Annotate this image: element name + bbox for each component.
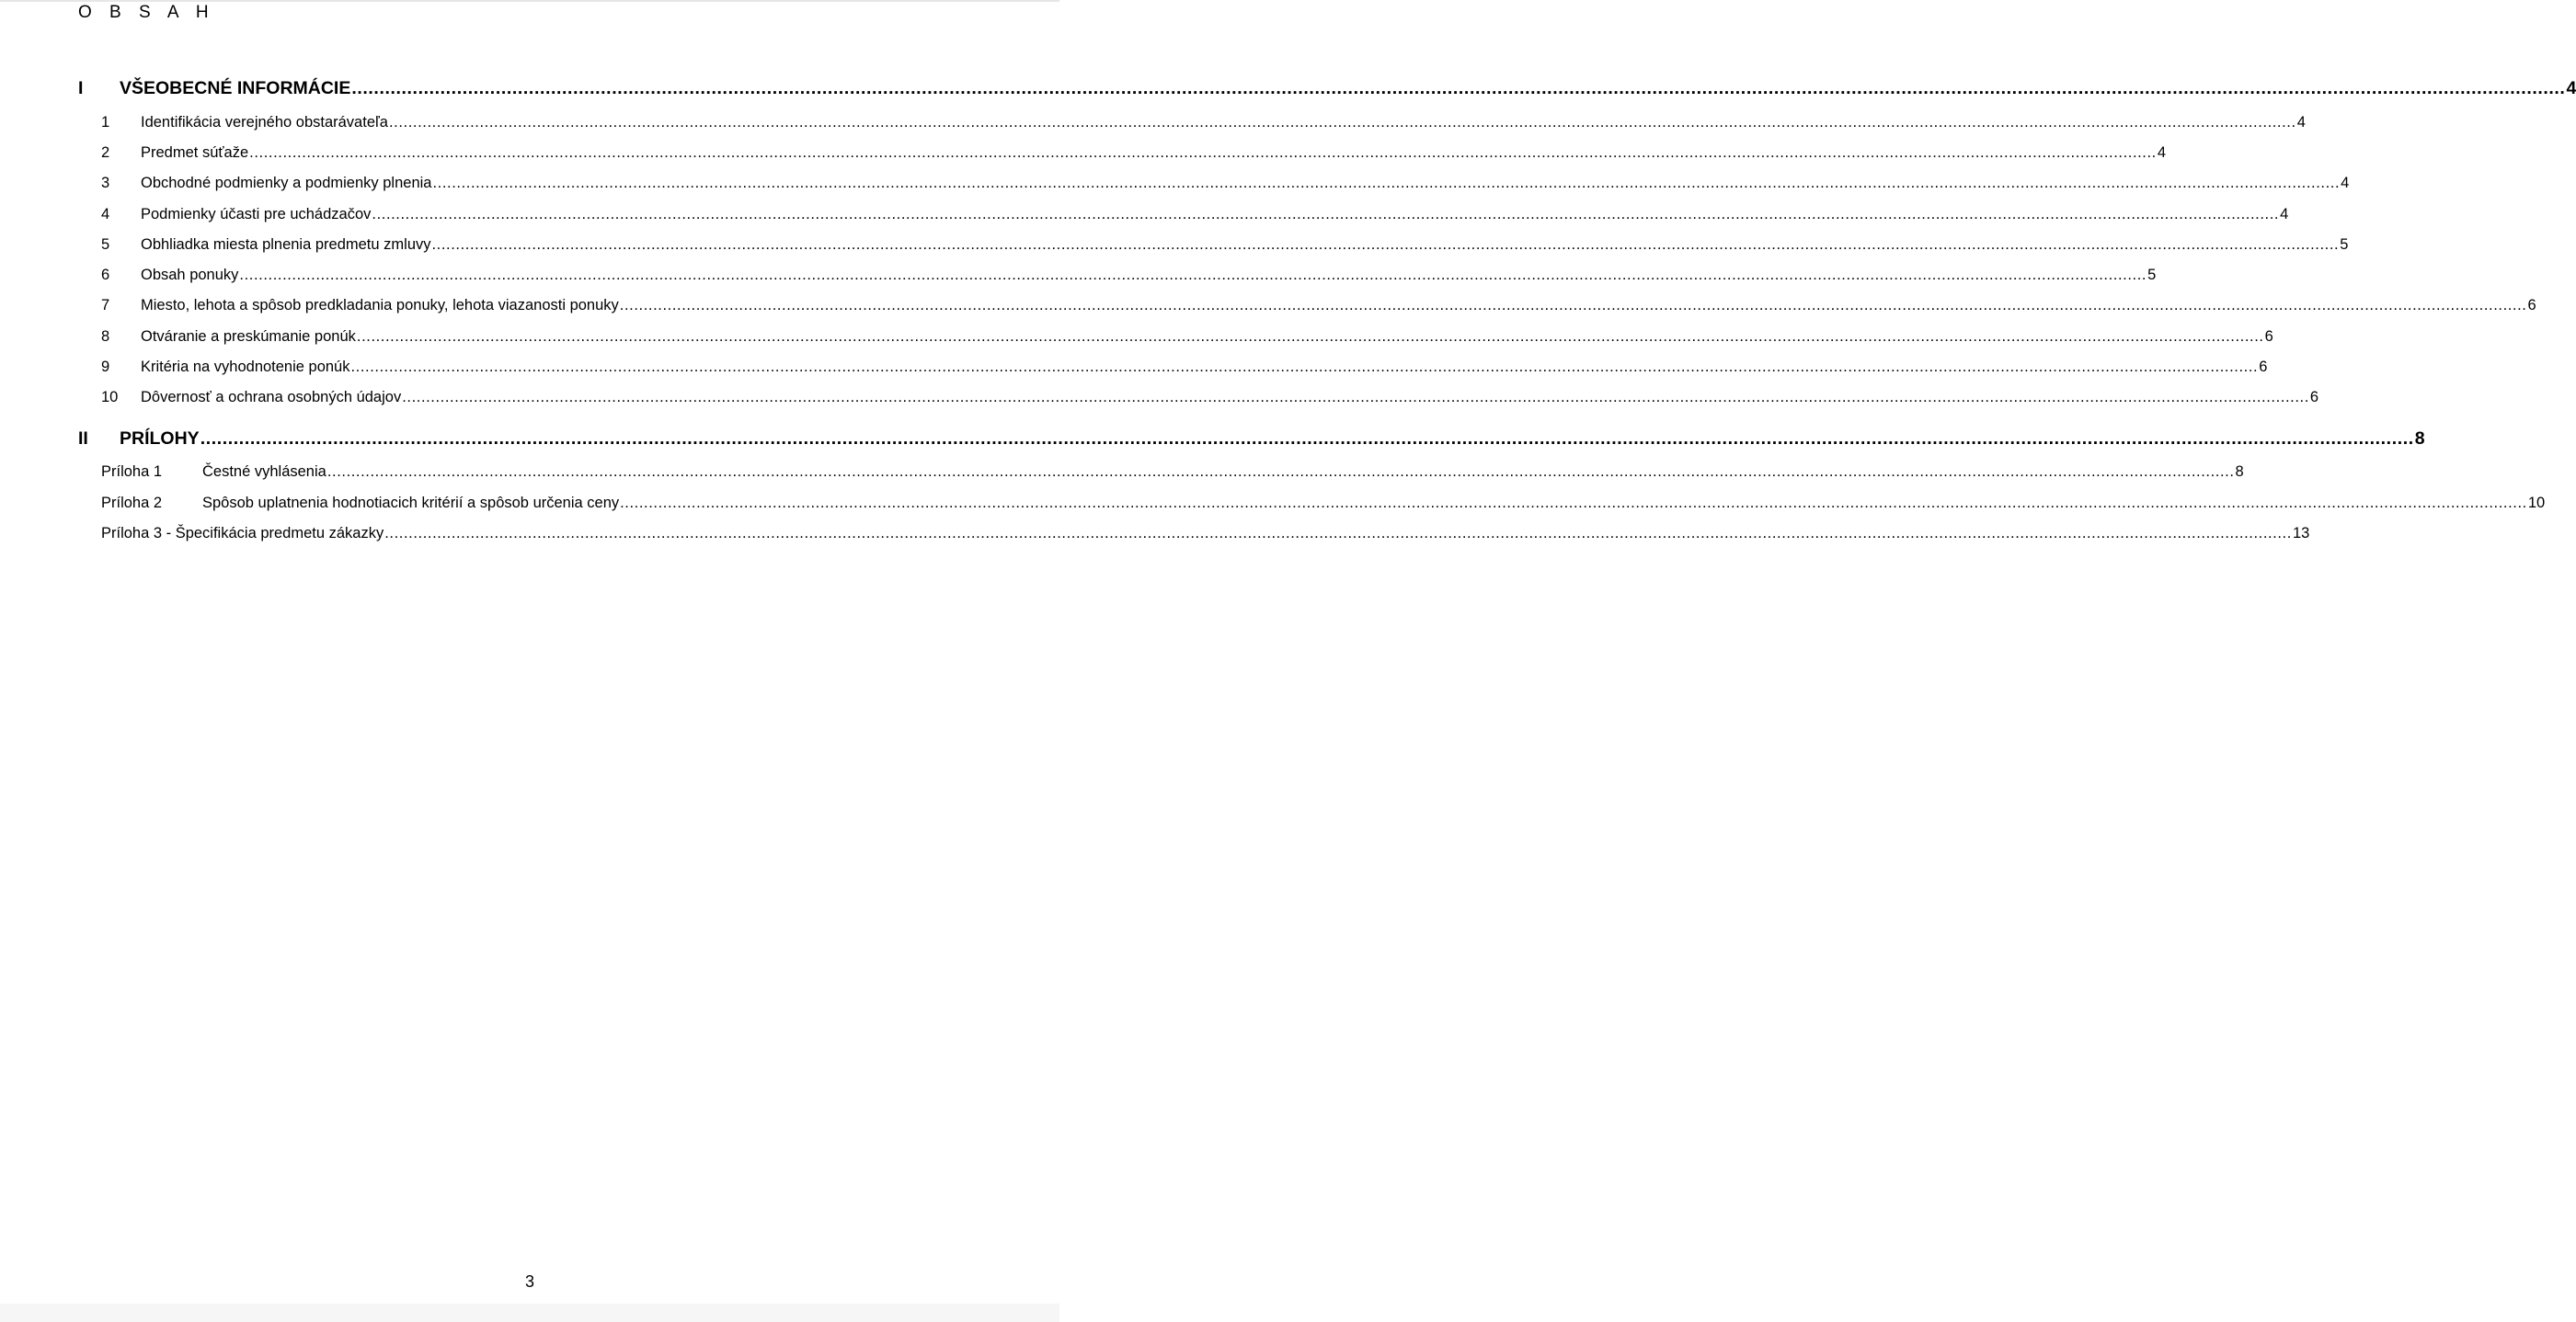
toc-page-number: 5 — [2340, 236, 2349, 253]
toc-item-number: 1 — [101, 114, 110, 131]
toc-leader-dots: ................................................................................................................................................................................................................................................................................................................................................................................................................ — [356, 328, 2264, 345]
toc-item-5[interactable] — [0, 233, 2349, 256]
toc-item-number: 3 — [101, 175, 110, 191]
toc-page-number: 4 — [2296, 114, 2306, 131]
toc-page-number: 4 — [2157, 144, 2167, 161]
toc-section-number: II — [78, 428, 88, 449]
toc-item-title: Identifikácia verejného obstarávateľa — [141, 114, 388, 131]
toc-item-6[interactable] — [0, 263, 2157, 287]
toc-annex-number: Príloha 2 — [101, 495, 163, 511]
page-bottom-edge — [0, 1304, 1059, 1322]
toc-item-number: 2 — [101, 144, 110, 161]
toc-annex-1[interactable] — [0, 460, 2244, 484]
toc-item-title: Otváranie a preskúmanie ponúk — [141, 328, 356, 345]
toc-item-number: 7 — [101, 297, 110, 313]
toc-page-number: 4 — [2280, 206, 2289, 222]
toc-annex-title: Spôsob uplatnenia hodnotiacich kritérií a spôsob určenia ceny — [202, 495, 620, 511]
toc-page-number: 6 — [2259, 359, 2268, 375]
toc-section-2[interactable] — [0, 428, 2425, 452]
toc-section-1[interactable] — [0, 78, 2576, 102]
toc-leader-dots: ................................................................................................................................................................................................................................................................................................................................................................................................................ — [431, 236, 2340, 253]
toc-item-title: Dôvernosť a ochrana osobných údajov — [141, 389, 402, 405]
toc-item-number: 5 — [101, 236, 110, 253]
toc-item-10[interactable] — [0, 385, 2319, 409]
toc-heading: O B S A H — [78, 3, 215, 22]
toc-page-number: 6 — [2527, 297, 2536, 313]
toc-item-number: 4 — [101, 206, 110, 222]
toc-item-2[interactable] — [0, 141, 2167, 165]
toc-section-title: PRÍLOHY — [120, 428, 200, 449]
toc-annex-2[interactable] — [0, 491, 2546, 515]
toc-page-number: 6 — [2309, 389, 2319, 405]
toc-leader-dots: ................................................................................................................................................................................................................................................................................................................................................................................................................ — [351, 78, 2566, 98]
toc-item-4[interactable] — [0, 202, 2289, 226]
toc-item-title: Predmet súťaže — [141, 144, 249, 161]
toc-section-number: I — [78, 78, 84, 98]
toc-leader-dots: ................................................................................................................................................................................................................................................................................................................................................................................................................ — [372, 206, 2280, 222]
toc-annex-title: Čestné vyhlásenia — [202, 463, 326, 480]
page-number: 3 — [524, 1272, 534, 1291]
toc-page-number: 10 — [2527, 495, 2546, 511]
toc-leader-dots: ................................................................................................................................................................................................................................................................................................................................................................................................................ — [239, 267, 2147, 283]
toc-page-number: 5 — [2147, 267, 2157, 283]
toc-item-title: Obsah ponuky — [141, 267, 239, 283]
toc-annex-number: Príloha 1 — [101, 463, 163, 480]
toc-item-number: 6 — [101, 267, 110, 283]
toc-page-number: 4 — [2566, 78, 2576, 98]
toc-page-number: 4 — [2341, 175, 2350, 191]
toc-leader-dots: ................................................................................................................................................................................................................................................................................................................................................................................................................ — [388, 114, 2296, 131]
toc-item-number: 9 — [101, 359, 110, 375]
toc-leader-dots: ................................................................................................................................................................................................................................................................................................................................................................................................................ — [620, 495, 2527, 511]
toc-leader-dots: ................................................................................................................................................................................................................................................................................................................................................................................................................ — [350, 359, 2259, 375]
toc-page-number: 6 — [2264, 328, 2273, 345]
toc-section-title: VŠEOBECNÉ INFORMÁCIE — [120, 78, 351, 98]
toc-page-number: 13 — [2292, 525, 2310, 541]
toc-item-7[interactable] — [0, 293, 2536, 317]
toc-leader-dots: ................................................................................................................................................................................................................................................................................................................................................................................................................ — [249, 144, 2157, 161]
toc-item-title: Podmienky účasti pre uchádzačov — [141, 206, 372, 222]
toc-annex-3[interactable] — [0, 521, 2310, 545]
toc-leader-dots: ................................................................................................................................................................................................................................................................................................................................................................................................................ — [384, 525, 2292, 541]
toc-item-9[interactable] — [0, 355, 2268, 379]
toc-leader-dots: ................................................................................................................................................................................................................................................................................................................................................................................................................ — [326, 463, 2235, 480]
toc-page-number: 8 — [2414, 428, 2425, 449]
toc-item-title: Kritéria na vyhodnotenie ponúk — [141, 359, 350, 375]
toc-leader-dots: ................................................................................................................................................................................................................................................................................................................................................................................................................ — [619, 297, 2527, 313]
toc-item-8[interactable] — [0, 325, 2273, 348]
toc-item-3[interactable] — [0, 171, 2350, 195]
toc-item-title: Obhliadka miesta plnenia predmetu zmluvy — [141, 236, 431, 253]
toc-leader-dots: ................................................................................................................................................................................................................................................................................................................................................................................................................ — [402, 389, 2309, 405]
toc-annex-title: Príloha 3 - Špecifikácia predmetu zákazky — [101, 525, 384, 541]
toc-item-1[interactable] — [0, 110, 2306, 134]
toc-item-number: 10 — [101, 389, 119, 405]
toc-page-number: 8 — [2235, 463, 2244, 480]
toc-leader-dots: ................................................................................................................................................................................................................................................................................................................................................................................................................ — [432, 175, 2341, 191]
toc-leader-dots: ................................................................................................................................................................................................................................................................................................................................................................................................................ — [200, 428, 2414, 449]
toc-item-number: 8 — [101, 328, 110, 345]
toc-item-title: Obchodné podmienky a podmienky plnenia — [141, 175, 432, 191]
toc-item-title: Miesto, lehota a spôsob predkladania ponuky, lehota viazanosti ponuky — [141, 297, 619, 313]
